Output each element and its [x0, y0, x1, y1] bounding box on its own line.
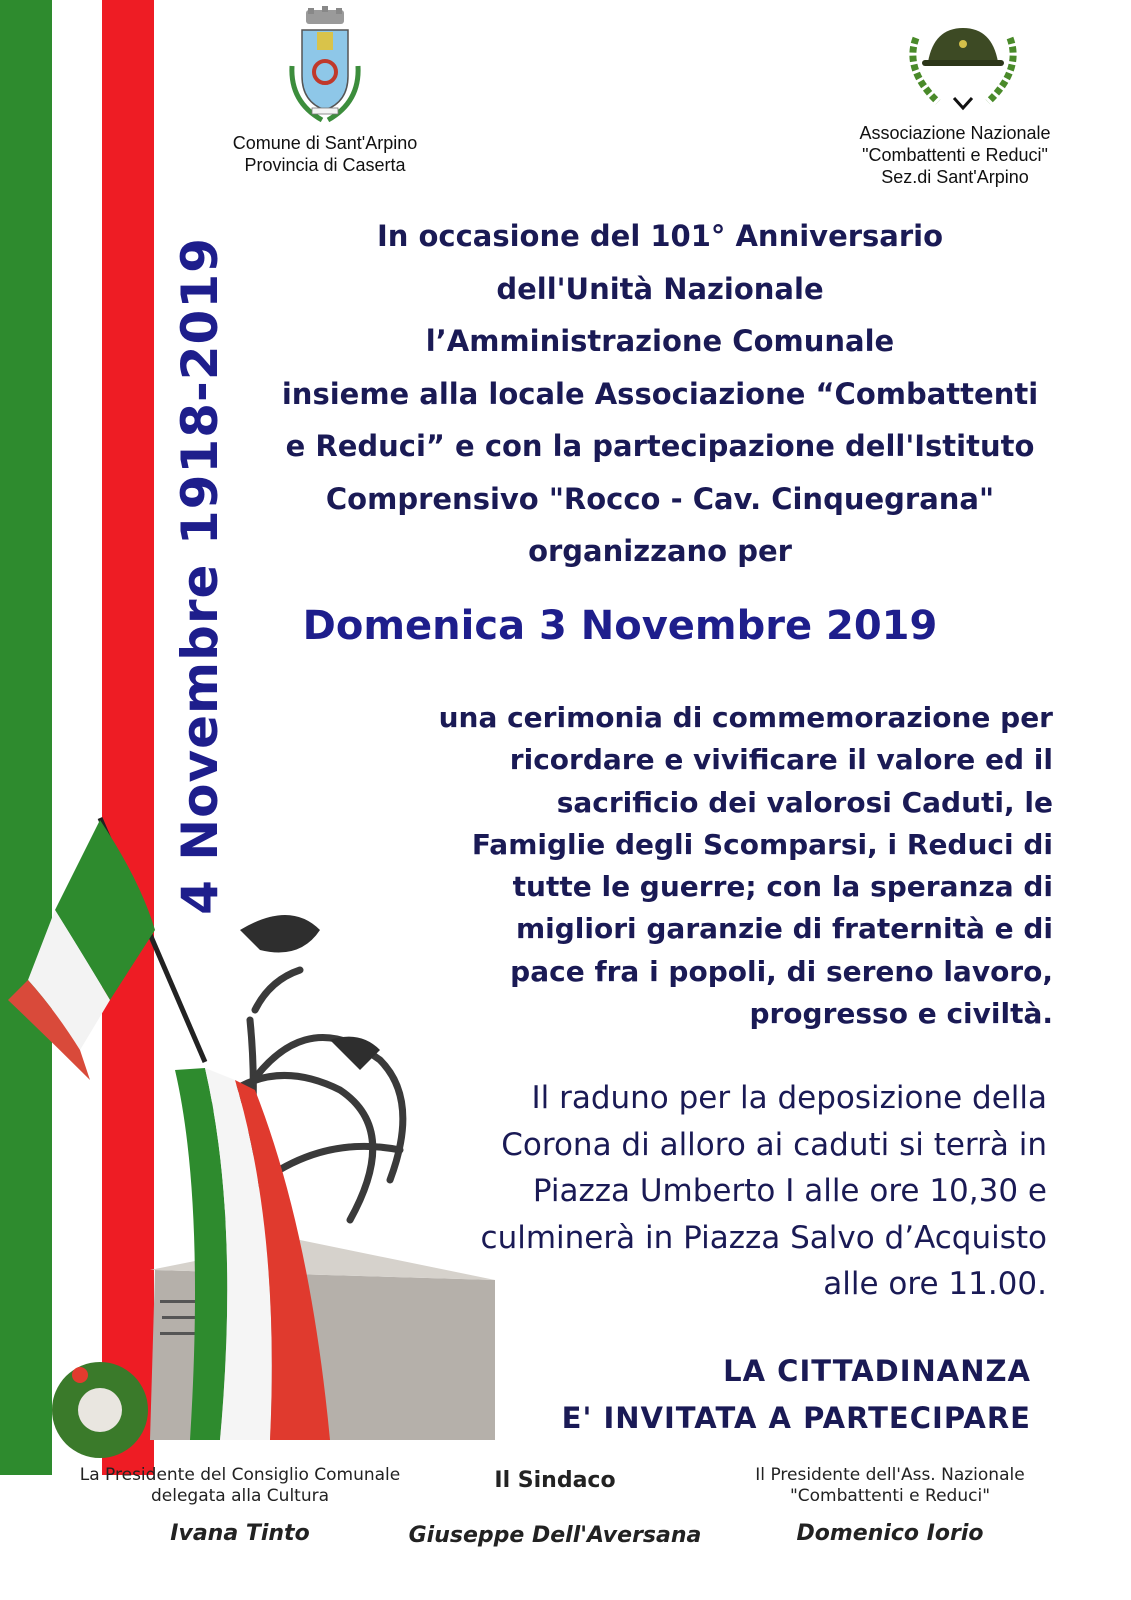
- invitation-line-1: LA CITTADINANZA: [723, 1354, 1031, 1388]
- ceremony-line: Famiglie degli Scomparsi, i Reduci di: [471, 827, 1053, 861]
- ceremony-line: pace fra i popoli, di sereno lavoro,: [510, 954, 1053, 988]
- signature-name: Domenico Iorio: [796, 1521, 984, 1546]
- signature-role: La Presidente del Consiglio Comunale: [79, 1465, 401, 1485]
- comune-name: Comune di Sant'Arpino: [232, 133, 418, 153]
- headline-line: Comprensivo "Rocco - Cav. Cinquegrana": [325, 481, 995, 516]
- italian-flag-icon: [8, 820, 155, 1080]
- ceremony-line: migliori garanzie di fraternità e di: [515, 912, 1053, 946]
- association-name: Associazione Nazionale: [859, 123, 1051, 143]
- signature-council-president: [40, 1465, 440, 1546]
- gathering-line: Il raduno per la deposizione della: [531, 1080, 1047, 1116]
- gathering-line: alle ore 11.00.: [823, 1266, 1047, 1302]
- signature-name: Giuseppe Dell'Aversana: [408, 1523, 702, 1548]
- gathering-line: Piazza Umberto I alle ore 10,30 e: [532, 1173, 1047, 1209]
- gathering-line: Corona di alloro ai caduti si terrà in: [501, 1126, 1047, 1163]
- headline-line: organizzano per: [528, 534, 792, 568]
- ceremony-line: ricordare e vivificare il valore ed il: [509, 743, 1053, 777]
- ceremony-line: progresso e civiltà.: [749, 997, 1053, 1031]
- signature-name: Ivana Tinto: [170, 1521, 310, 1546]
- association-subname: "Combattenti e Reduci": [862, 145, 1048, 165]
- comune-province: Provincia di Caserta: [244, 155, 406, 175]
- ceremony-line: tutte le guerre; con la speranza di: [512, 870, 1053, 904]
- announcement-headline: [240, 210, 1080, 578]
- signature-role: Il Presidente dell'Ass. Nazionale: [755, 1465, 1025, 1485]
- comune-coat-of-arms-icon: [282, 6, 368, 130]
- comune-caption: [200, 132, 450, 176]
- signature-role: delegata alla Cultura: [150, 1486, 330, 1506]
- headline-line: In occasione del 101° Anniversario: [376, 219, 944, 253]
- helmet-laurel-emblem-icon: [898, 18, 1028, 112]
- vertical-commemoration-date: 4 Novembre 1918-2019: [171, 237, 229, 915]
- ceremony-line: una cerimonia di commemorazione per: [438, 701, 1053, 734]
- signature-role: Il Sindaco: [494, 1468, 616, 1493]
- signature-role: "Combattenti e Reduci": [789, 1486, 991, 1506]
- headline-line: dell'Unità Nazionale: [496, 271, 824, 306]
- headline-line: insieme alla locale Associazione “Combattenti: [281, 376, 1039, 411]
- event-date: Domenica 3 Novembre 2019: [302, 603, 938, 649]
- headline-line: l’Amministrazione Comunale: [425, 324, 895, 358]
- invitation-line-2: E' INVITATA A PARTECIPARE: [561, 1401, 1031, 1435]
- ceremony-line: sacrificio dei valorosi Caduti, le: [556, 785, 1053, 819]
- public-invitation: [431, 1348, 1031, 1442]
- association-section: Sez.di Sant'Arpino: [881, 167, 1029, 187]
- signature-mayor: [390, 1465, 720, 1548]
- signature-association-president: [700, 1465, 1080, 1546]
- association-caption: [820, 122, 1090, 188]
- headline-line: e Reduci” e con la partecipazione dell'Istituto: [285, 429, 1035, 463]
- gathering-line: culminerà in Piazza Salvo d’Acquisto: [480, 1219, 1047, 1256]
